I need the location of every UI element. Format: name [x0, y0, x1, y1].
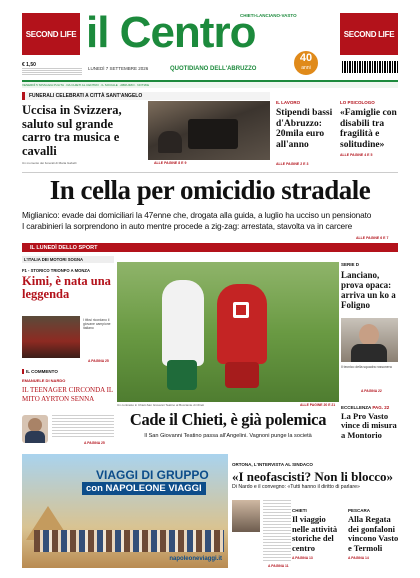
commento-page: A PAGINA 25: [84, 441, 105, 445]
left-ad[interactable]: SECOND LIFE: [22, 13, 80, 55]
psicologo-page: ALLE PAGINE 4 E 5: [340, 153, 373, 157]
commento-text: [52, 415, 114, 437]
commento-article[interactable]: [22, 369, 114, 449]
vasto-extra: PAG. 22: [372, 405, 390, 410]
chieti-city-page: A PAGINA 13: [292, 556, 313, 560]
funerali-label: FUNERALI CELEBRATI A CITTÀ SANT'ANGELO: [22, 92, 270, 100]
anniversary-badge: [293, 50, 319, 76]
main-page: ALLE PAGINE 6 E 7: [356, 236, 389, 240]
f1-page: A PAGINA 25: [88, 359, 109, 363]
funerali-page: ALLE PAGINE 8 E 9: [154, 161, 187, 165]
chieti-city-headline: Il viaggio nelle attività storiche del centro: [292, 514, 338, 553]
chieti-sport-headline[interactable]: Cade il Chieti, è già polemica: [129, 410, 327, 429]
seried-headline: Lanciano, prova opaca: arriva un ko a Foligno: [341, 270, 396, 310]
ortona-page: A PAGINA 11: [268, 564, 289, 568]
main-sub-2: I carabinieri la sorprendono in auto mentre procede a zig-zag: arrestata, stavolta va in carcere: [22, 221, 353, 231]
vasto-label: ECCELLENZA: [341, 405, 372, 410]
f1-label: L'ITALIA DEI MOTORI SOGNA: [22, 256, 114, 263]
anniversary-number: 40: [299, 52, 313, 64]
chieti-city-article[interactable]: [292, 508, 344, 570]
lavoro-page: ALLE PAGINE 2 E 3: [276, 162, 309, 166]
ortona-sub: Di Nardo e il convegno: «Tutti hanno il diritto di parlare»: [232, 484, 360, 490]
pescara-label: PESCARA: [348, 508, 371, 513]
seried-label: SERIE D: [341, 262, 360, 267]
ad-line1: VIAGGI DI GRUPPO: [96, 468, 209, 482]
funerali-caption: Un momento dei funerali di Maria Gabelli: [22, 162, 77, 165]
f1-kicker: F1 - STORICO TRIONFO A MONZA: [22, 268, 91, 273]
ad-url[interactable]: napoleoneviaggi.it: [169, 556, 222, 562]
ortona-photo: [232, 500, 260, 532]
commento-label: IL COMMENTO: [22, 369, 114, 374]
issue-date: LUNEDÌ 7 SETTEMBRE 2026: [88, 66, 149, 71]
seried-article[interactable]: [341, 262, 401, 402]
top-strip: VENERDÌ 5 SPIAGGIA PULITA · DA CHIETI AL CENTRO · IL SOCIALE · ABRUZZO · NOTIZIE: [22, 82, 398, 88]
ortona-label: ORTONA, L'INTERVISTA AL SINDACO: [232, 462, 313, 467]
price: € 1,50: [22, 62, 36, 68]
ortona-headline: «I neofascisti? Non li blocco»: [232, 469, 394, 484]
main-sub-1: Miglianico: evade dai domiciliari la 47enne che, drogata alla guida, a luglio ha ucciso un pensionato: [22, 210, 372, 220]
seried-photo: [341, 318, 398, 362]
price-info: [22, 68, 82, 76]
edition-label: CHIETI-LANCIANO-VASTO: [240, 13, 297, 18]
seried-caption: Il tecnico della squadra rossonera: [341, 365, 392, 369]
pescara-page: A PAGINA 14: [348, 556, 369, 560]
travel-ad[interactable]: [22, 454, 228, 568]
chieti-sport-sub: Il San Giovanni Teatino passa all'Angelini. Vagnoni punge la società: [144, 433, 312, 439]
anniversary-unit: anni: [301, 65, 311, 71]
psicologo-article[interactable]: [340, 100, 400, 170]
f1-headline: Kimi, è nata una leggenda: [22, 274, 111, 301]
ortona-text: [263, 500, 291, 562]
ad-line2: con NAPOLEONE VIAGGI: [82, 482, 206, 495]
psicologo-label: LO PSICOLOGO: [340, 100, 375, 105]
lavoro-headline: Stipendi bassi d'Abruzzo: 20mila euro all'anno: [276, 108, 333, 150]
vasto-label-row: [341, 405, 401, 410]
psicologo-headline: «Famiglie con disabili tra fragilità e solitudine»: [340, 108, 397, 150]
main-rule-top: [22, 172, 398, 173]
f1-article[interactable]: [22, 256, 114, 366]
pescara-headline: Alla Regata dei gonfaloni vincono Vasto e Termoli: [348, 514, 399, 553]
funerali-article[interactable]: [22, 92, 270, 168]
masthead-subtitle: QUOTIDIANO DELL'ABRUZZO: [170, 66, 257, 72]
vasto-article[interactable]: [341, 405, 401, 443]
commento-avatar: [22, 415, 48, 443]
seried-page: A PAGINA 22: [361, 389, 382, 393]
vasto-headline: La Pro Vasto vince di misura a Montorio: [341, 411, 397, 440]
lavoro-label: IL LAVORO: [276, 100, 301, 105]
f1-caption: I tifosi ricordano il giovane campione italiano: [83, 318, 111, 330]
chieti-city-label: CHIETI: [292, 508, 307, 513]
barcode-icon: [342, 61, 398, 73]
chieti-photo-caption: Un contrasto in Chieti-San Giovanni Teatino al Bucciante di Chieti: [117, 404, 204, 407]
funerali-photo: [148, 101, 270, 160]
commento-author: EMANUELE DI NARDO: [22, 378, 66, 383]
sport-section-header: IL LUNEDÌ DELLO SPORT: [22, 243, 398, 252]
funerali-headline: Uccisa in Svizzera, saluto sul grande carro tra musica e cavalli: [22, 103, 122, 158]
lavoro-article[interactable]: [276, 100, 336, 170]
chieti-photo: [117, 262, 339, 402]
masthead-title: il Centro: [86, 8, 256, 57]
right-ad[interactable]: SECOND LIFE: [340, 13, 398, 55]
commento-headline: IL TEENAGER CIRCONDA IL MITO AYRTON SENNA: [22, 386, 113, 403]
pescara-article[interactable]: [348, 508, 402, 570]
main-headline[interactable]: In cella per omicidio stradale: [49, 175, 371, 205]
chieti-sport-page: ALLE PAGINE 20 E 21: [300, 403, 336, 407]
f1-photo: [22, 316, 80, 358]
